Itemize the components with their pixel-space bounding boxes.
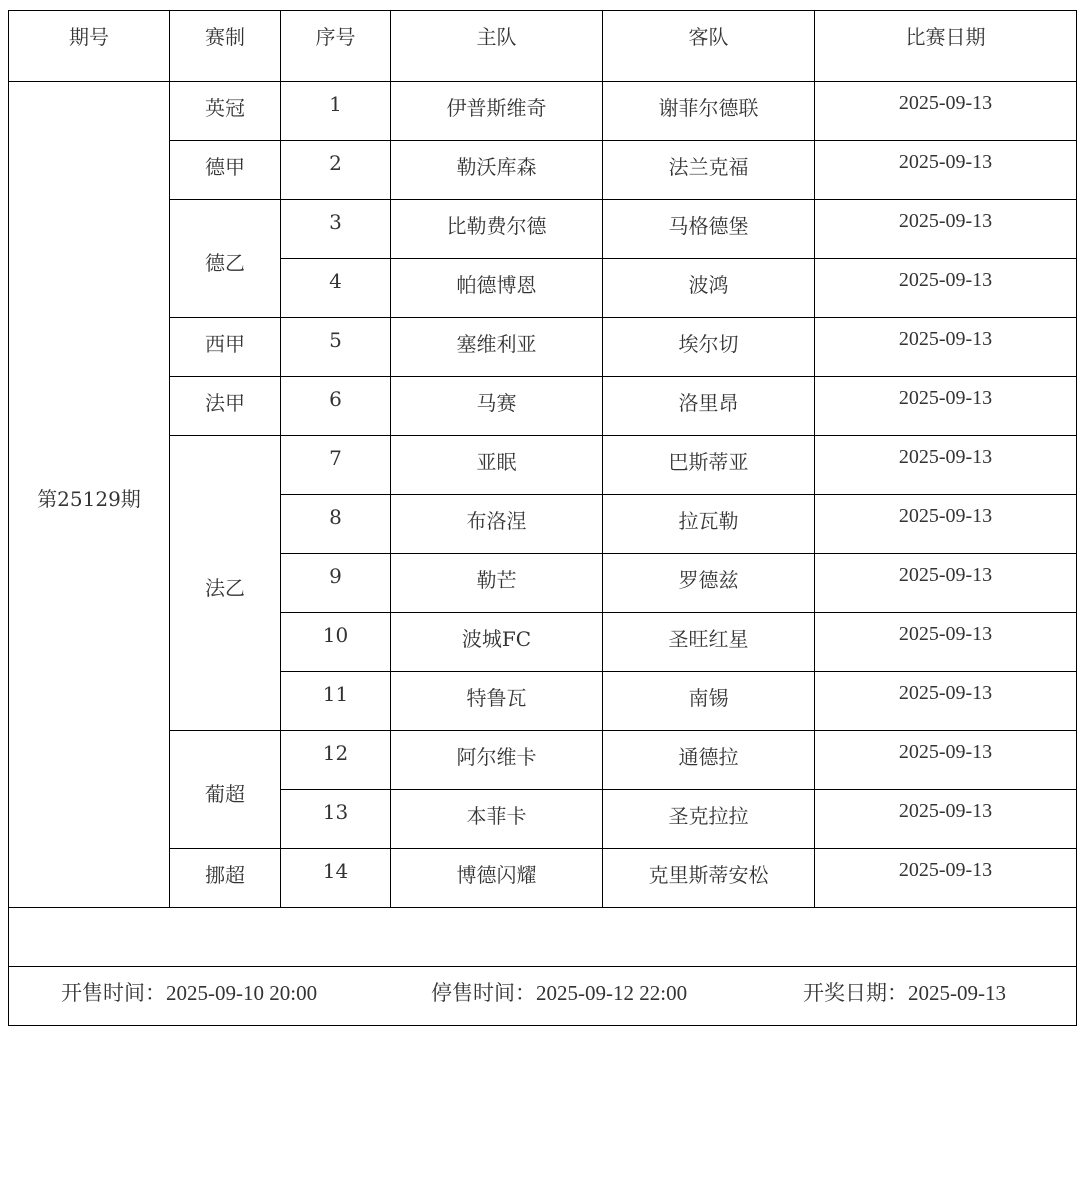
away-team: 南锡 [603, 672, 815, 731]
table-row [9, 200, 1077, 259]
table-row [9, 377, 1077, 436]
match-index: 6 [281, 377, 391, 436]
header-away: 客队 [603, 11, 815, 82]
match-index: 5 [281, 318, 391, 377]
match-index: 8 [281, 495, 391, 554]
draw-date: 开奖日期：2025-09-13 [803, 981, 1006, 1005]
home-team: 阿尔维卡 [391, 731, 603, 790]
match-date: 2025-09-13 [815, 731, 1077, 790]
home-team: 马赛 [391, 377, 603, 436]
league-cell: 西甲 [170, 318, 281, 377]
match-index: 4 [281, 259, 391, 318]
header-row [9, 11, 1077, 82]
blank-row [9, 908, 1077, 967]
match-schedule-table [8, 10, 1077, 1026]
table-row [9, 141, 1077, 200]
home-team: 亚眠 [391, 436, 603, 495]
away-team: 圣克拉拉 [603, 790, 815, 849]
home-team: 特鲁瓦 [391, 672, 603, 731]
table-row [9, 82, 1077, 141]
header-date: 比赛日期 [815, 11, 1077, 82]
match-index: 7 [281, 436, 391, 495]
table-row [9, 849, 1077, 908]
table-row [9, 436, 1077, 495]
footer-cell [9, 967, 1077, 1026]
away-team: 克里斯蒂安松 [603, 849, 815, 908]
away-team: 谢菲尔德联 [603, 82, 815, 141]
blank-cell [9, 908, 1077, 967]
match-index: 2 [281, 141, 391, 200]
away-team: 巴斯蒂亚 [603, 436, 815, 495]
home-team: 波城FC [391, 613, 603, 672]
league-cell: 德乙 [170, 200, 281, 318]
header-index: 序号 [281, 11, 391, 82]
match-index: 10 [281, 613, 391, 672]
match-date: 2025-09-13 [815, 495, 1077, 554]
away-team: 埃尔切 [603, 318, 815, 377]
away-team: 通德拉 [603, 731, 815, 790]
match-date: 2025-09-13 [815, 82, 1077, 141]
table-row [9, 731, 1077, 790]
league-cell: 德甲 [170, 141, 281, 200]
issue-cell: 第25129期 [9, 82, 170, 908]
header-home: 主队 [391, 11, 603, 82]
match-index: 12 [281, 731, 391, 790]
match-date: 2025-09-13 [815, 436, 1077, 495]
match-date: 2025-09-13 [815, 318, 1077, 377]
league-cell: 挪超 [170, 849, 281, 908]
home-team: 伊普斯维奇 [391, 82, 603, 141]
away-team: 罗德兹 [603, 554, 815, 613]
league-cell: 法甲 [170, 377, 281, 436]
away-team: 波鸿 [603, 259, 815, 318]
away-team: 圣旺红星 [603, 613, 815, 672]
sale-start-time: 开售时间：2025-09-10 20:00 [61, 981, 318, 1005]
footer-row [9, 967, 1077, 1026]
match-date: 2025-09-13 [815, 613, 1077, 672]
league-cell: 葡超 [170, 731, 281, 849]
home-team: 博德闪耀 [391, 849, 603, 908]
home-team: 布洛涅 [391, 495, 603, 554]
match-index: 14 [281, 849, 391, 908]
match-date: 2025-09-13 [815, 790, 1077, 849]
match-index: 3 [281, 200, 391, 259]
match-date: 2025-09-13 [815, 259, 1077, 318]
home-team: 勒沃库森 [391, 141, 603, 200]
match-index: 1 [281, 82, 391, 141]
match-date: 2025-09-13 [815, 141, 1077, 200]
sale-stop-time: 停售时间：2025-09-12 22:00 [431, 981, 688, 1005]
match-date: 2025-09-13 [815, 672, 1077, 731]
away-team: 洛里昂 [603, 377, 815, 436]
header-league: 赛制 [170, 11, 281, 82]
match-date: 2025-09-13 [815, 377, 1077, 436]
away-team: 拉瓦勒 [603, 495, 815, 554]
home-team: 塞维利亚 [391, 318, 603, 377]
match-date: 2025-09-13 [815, 200, 1077, 259]
match-index: 13 [281, 790, 391, 849]
home-team: 帕德博恩 [391, 259, 603, 318]
match-index: 11 [281, 672, 391, 731]
league-cell: 法乙 [170, 436, 281, 731]
home-team: 比勒费尔德 [391, 200, 603, 259]
match-date: 2025-09-13 [815, 554, 1077, 613]
away-team: 法兰克福 [603, 141, 815, 200]
header-issue: 期号 [9, 11, 170, 82]
home-team: 勒芒 [391, 554, 603, 613]
league-cell: 英冠 [170, 82, 281, 141]
match-index: 9 [281, 554, 391, 613]
table-row [9, 318, 1077, 377]
away-team: 马格德堡 [603, 200, 815, 259]
match-date: 2025-09-13 [815, 849, 1077, 908]
home-team: 本菲卡 [391, 790, 603, 849]
